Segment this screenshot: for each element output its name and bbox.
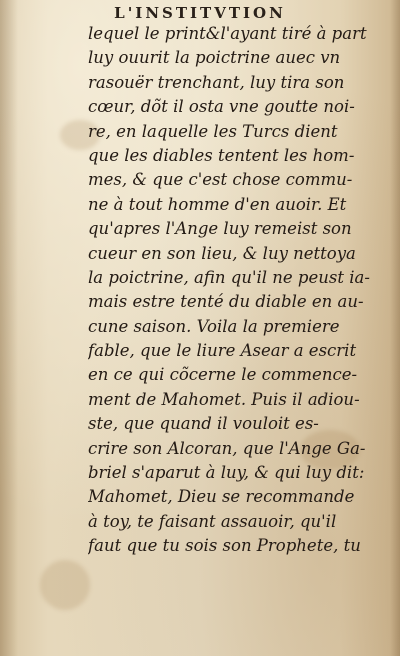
text-line: en ce qui cõcerne le commence-: [88, 365, 358, 385]
text-line: briel s'aparut à luy, & qui luy dit:: [88, 463, 365, 483]
text-line: mais estre tenté du diable en au-: [88, 292, 364, 312]
text-line: cune saison. Voila la premiere: [88, 316, 340, 336]
text-line: cueur en son lieu, & luy nettoya: [88, 243, 356, 263]
running-head: L'INSTITVTION: [114, 4, 286, 22]
page-gutter-shadow: [0, 0, 18, 656]
text-line: luy ouurit la poictrine auec vn: [88, 48, 341, 68]
paper-stain: [40, 560, 90, 610]
text-line: mes, & que c'est chose commu-: [88, 170, 353, 190]
text-line: lequel le print&l'ayant tiré à part: [88, 24, 367, 43]
text-line: rasouër trenchant, luy tira son: [88, 72, 345, 92]
text-line: ste, que quand il vouloit es-: [88, 414, 319, 434]
text-line: cœur, dõt il osta vne goutte noi-: [88, 97, 355, 117]
text-line: à toy, te faisant assauoir, qu'il: [88, 511, 337, 531]
text-line: qu'apres l'Ange luy remeist son: [88, 219, 352, 239]
text-line: fable, que le liure Asear a escrit: [88, 341, 357, 361]
text-line: Mahomet, Dieu se recommande: [88, 487, 355, 507]
body-text: [88, 22, 390, 559]
page-edge-shadow: [390, 0, 400, 656]
text-line: que les diables tentent les hom-: [88, 145, 355, 165]
text-line: ne à tout homme d'en auoir. Et: [88, 194, 347, 214]
text-line: faut que tu sois son Prophete, tu: [88, 536, 361, 556]
text-line: re, en laquelle les Turcs dient: [88, 121, 338, 141]
text-line: ment de Mahomet. Puis il adiou-: [88, 389, 360, 409]
text-line: la poictrine, afin qu'il ne peust ia-: [88, 267, 370, 287]
text-line: crire son Alcoran, que l'Ange Ga-: [88, 438, 366, 458]
